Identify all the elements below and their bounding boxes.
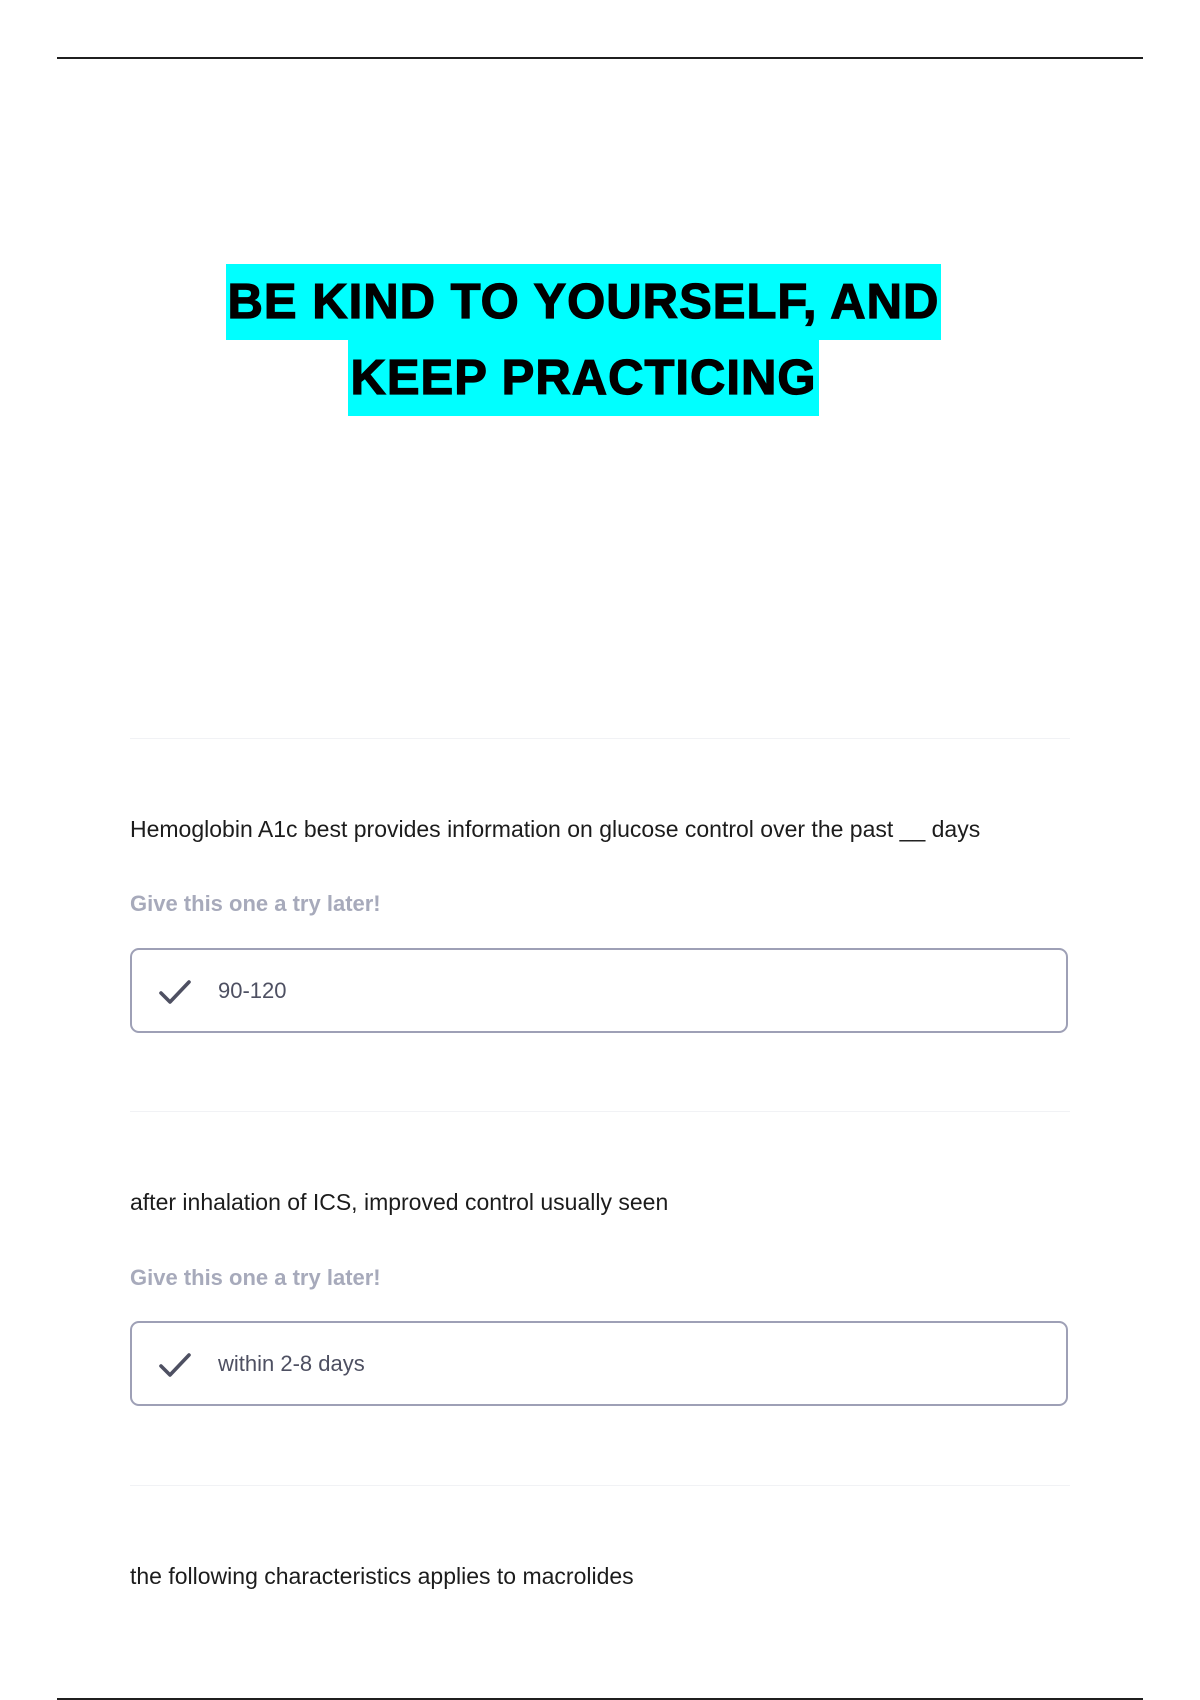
top-rule <box>57 57 1143 59</box>
check-icon <box>158 1351 192 1379</box>
banner-line-2: KEEP PRACTICING <box>348 340 818 416</box>
hint-text: Give this one a try later! <box>130 891 381 916</box>
hint-text: Give this one a try later! <box>130 1265 381 1290</box>
answer-box[interactable] <box>130 948 1068 1033</box>
card-divider <box>130 738 1070 739</box>
question-text: after inhalation of ICS, improved control usually seen <box>130 1189 669 1215</box>
answer-text: 90-120 <box>218 978 287 1003</box>
card-divider <box>130 1485 1070 1486</box>
motivational-banner <box>0 264 1167 416</box>
answer-text: within 2-8 days <box>218 1351 365 1376</box>
check-icon <box>158 978 192 1006</box>
question-text: the following characteristics applies to macrolides <box>130 1563 634 1589</box>
banner-line-1: BE KIND TO YOURSELF, AND <box>226 264 942 340</box>
card-divider <box>130 1111 1070 1112</box>
question-text: Hemoglobin A1c best provides information on glucose control over the past __ days <box>130 816 981 842</box>
answer-box[interactable] <box>130 1321 1068 1406</box>
